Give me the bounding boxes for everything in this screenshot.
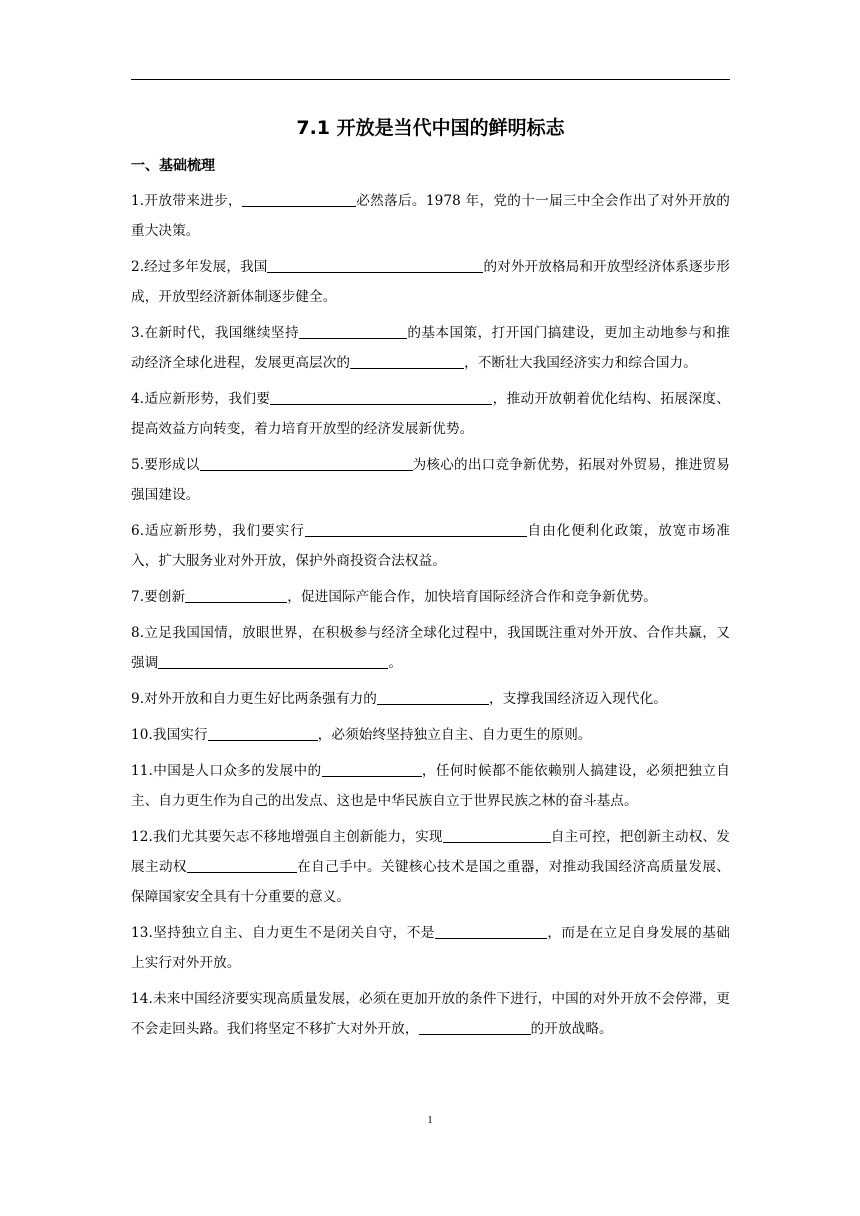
answer-blank[interactable]: [267, 258, 483, 273]
question-text: 14.未来中国经济要实现高质量发展，必须在更加开放的条件下进行，中国的对外开放不会停滞，更不会走回头路。我们将坚定不移扩大对外开放，: [131, 991, 730, 1037]
question-text: ，支撑我国经济迈入现代化。: [488, 691, 667, 707]
question-text: 11.中国是人口众多的发展中的: [131, 763, 322, 779]
question-text: ，必须始终坚持独立自主、自力更生的原则。: [317, 727, 592, 743]
question-item-3: [131, 318, 730, 378]
answer-blank[interactable]: [322, 762, 422, 777]
question-item-5: [131, 450, 730, 510]
question-item-1: [131, 186, 730, 246]
answer-blank[interactable]: [305, 522, 527, 537]
question-text: ，推动开放朝着优化结构、拓展深度、提高效益方向转变，着力培育开放型的经济发展新优势。: [131, 391, 730, 437]
question-text: 8.立足我国国情，放眼世界，在积极参与经济全球化过程中，我国既注重对外开放、合作共赢，又强调: [131, 625, 730, 671]
question-text: 10.我国实行: [131, 727, 208, 743]
answer-blank[interactable]: [350, 354, 464, 369]
question-item-11: [131, 756, 730, 816]
answer-blank[interactable]: [419, 1020, 531, 1035]
section-heading: 一、基础梳理: [131, 158, 215, 174]
answer-blank[interactable]: [187, 858, 297, 873]
question-item-7: [131, 582, 730, 612]
question-list: [131, 186, 730, 1050]
question-text: 3.在新时代，我国继续坚持: [131, 325, 299, 341]
question-text: 的对外开放格局和开放型经济体系逐步形成，开放型经济新体制逐步健全。: [131, 259, 730, 305]
question-item-13: [131, 918, 730, 978]
question-text: 5.要形成以: [131, 457, 200, 473]
question-text: ，促进国际产能合作，加快培育国际经济合作和竞争新优势。: [287, 589, 657, 605]
answer-blank[interactable]: [270, 390, 492, 405]
answer-blank[interactable]: [299, 324, 407, 339]
question-text: 6.适应新形势，我们要实行: [131, 523, 305, 539]
question-item-8: [131, 618, 730, 678]
page-title: 7.1 开放是当代中国的鲜明标志: [296, 117, 565, 139]
question-text: 7.要创新: [131, 589, 186, 605]
question-text: 在自己手中。关键核心技术是国之重器，对推动我国经济高质量发展、保障国家安全具有十分重要的意义。: [131, 859, 730, 905]
question-item-14: [131, 984, 730, 1044]
question-item-9: [131, 684, 730, 714]
answer-blank[interactable]: [200, 456, 413, 471]
question-text: ，不断壮大我国经济实力和综合国力。: [464, 355, 697, 371]
question-text: 的开放战略。: [530, 1021, 613, 1037]
question-text: 自主可控，把创新主动权、发展主动权: [131, 829, 730, 875]
answer-blank[interactable]: [435, 924, 547, 939]
question-text: 9.对外开放和自力更生好比两条强有力的: [131, 691, 377, 707]
question-text: 必然落后。1978 年，党的十一届三中全会作出了对外开放的重大决策。: [131, 193, 730, 239]
question-text: 为核心的出口竞争新优势，拓展对外贸易，推进贸易强国建设。: [131, 457, 730, 503]
question-text: 4.适应新形势，我们要: [131, 391, 271, 407]
question-text: 1.开放带来进步，: [131, 193, 242, 209]
header-rule: [131, 79, 730, 80]
question-item-2: [131, 252, 730, 312]
question-text: 2.经过多年发展，我国: [131, 259, 268, 275]
question-item-4: [131, 384, 730, 444]
question-text: 12.我们尤其要矢志不移地增强自主创新能力，实现: [131, 829, 443, 845]
question-text: 的基本国策，打开国门搞建设，更加主动地参与和推动经济全球化进程，发展更高层次的: [131, 325, 730, 371]
question-text: ，任何时候都不能依赖别人搞建设，必须把独立自主、自力更生作为自己的出发点、这也是中华民族自立于世界民族之林的奋斗基点。: [131, 763, 730, 809]
answer-blank[interactable]: [208, 726, 318, 741]
answer-blank[interactable]: [185, 588, 287, 603]
answer-blank[interactable]: [443, 828, 551, 843]
answer-blank[interactable]: [158, 654, 388, 669]
question-item-6: [131, 516, 730, 576]
question-text: 13.坚持独立自主、自力更生不是闭关自守，不是: [131, 925, 435, 941]
page-number: 1: [427, 1114, 433, 1126]
answer-blank[interactable]: [377, 690, 489, 705]
question-item-12: [131, 822, 730, 912]
question-text: ，而是在立足自身发展的基础上实行对外开放。: [131, 925, 730, 971]
question-item-10: [131, 720, 730, 750]
question-text: 。: [388, 655, 403, 671]
question-text: 自由化便利化政策，放宽市场准入，扩大服务业对外开放，保护外商投资合法权益。: [131, 523, 730, 569]
answer-blank[interactable]: [242, 192, 356, 207]
